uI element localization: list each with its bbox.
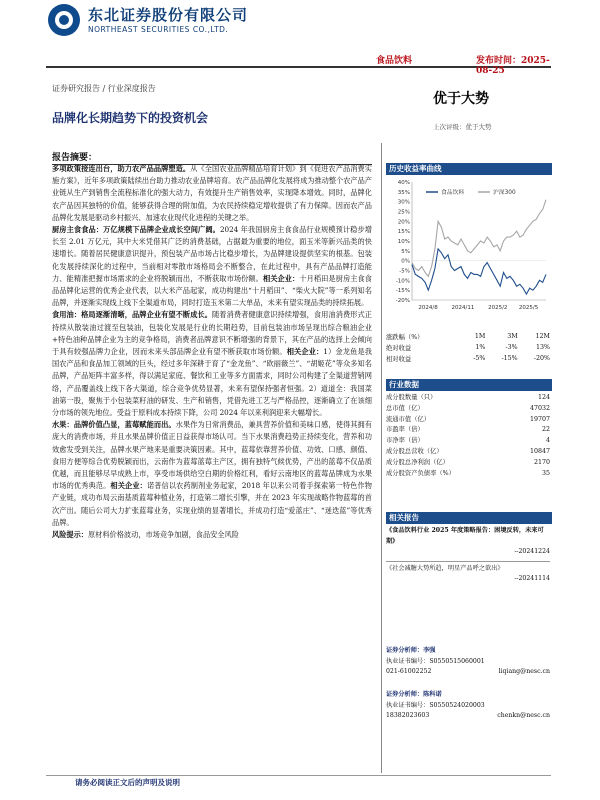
summary-text: 十月稻田是厨房主食食品品牌化运营的优秀企业代表，以大米产品起家，成功构建出“十月稻田”、“柴火大院”等一系列知名品牌，并逐渐实现线上线下全渠道布局，同时打造玉米第二大单品，未来有望实现品类的持续拓展。 xyxy=(52,273,372,308)
analyst-card xyxy=(386,690,550,722)
performance-cell: 1% xyxy=(475,344,486,351)
metric-row xyxy=(386,425,550,436)
metric-value: 19707 xyxy=(529,415,550,423)
metric-value: 4 xyxy=(545,437,550,445)
summary-lead: 水果：品牌价值凸显，蓝莓赋能而出。 xyxy=(52,420,176,430)
company-logo xyxy=(48,4,318,38)
metric-row xyxy=(386,447,550,458)
breadcrumb: 证券研究报告 / 行业深度报告 xyxy=(52,84,156,93)
industry-label: 食品饮料 xyxy=(376,56,413,66)
summary-lead: 相关企业： xyxy=(286,347,324,357)
y-tick-label: 30% xyxy=(397,199,410,206)
summary-body xyxy=(52,163,372,541)
analyst-name: 陈科诺 xyxy=(423,691,442,698)
metric-value: 47032 xyxy=(529,404,550,412)
summary-paragraph xyxy=(52,309,372,419)
summary-paragraph xyxy=(52,163,372,224)
y-tick-label: 0% xyxy=(401,258,410,265)
metric-label: 市盈率（倍） xyxy=(386,426,424,434)
series-line xyxy=(412,249,546,294)
performance-table xyxy=(386,331,550,364)
performance-cell: -5% xyxy=(473,355,486,362)
x-tick-label: 2025/2 xyxy=(488,305,508,311)
analyst-name: 李强 xyxy=(423,647,436,654)
metric-row xyxy=(386,404,550,415)
analyst-phone: 021-61002252 xyxy=(386,668,432,675)
license-label: 执业证书编号： xyxy=(386,701,430,709)
related-report-date: --20241114 xyxy=(514,575,550,582)
y-tick-label: -20% xyxy=(395,298,410,304)
report-title: 品牌化长期趋势下的投资机会 xyxy=(52,111,209,125)
x-tick-label: 2025/5 xyxy=(518,305,539,311)
summary-text: 2024 年我国厨房主食食品行业规模预计稳步增长至 2.01 万亿元，其中大米凭借其广泛的消费基础，占据最为重要的地位，面玉米等新兴品类的快速增长。随着居民健康意识提升，预包装产品市场占比稳步增长，为品牌建设提供坚实的根基。包装化发展持续深化的过程中，当前相对零散市场格局会不断整合，在此过程中，具有产品品牌打造能力、能精准把握市场需求的企业将脱颖而出，不断获取市场份额。 xyxy=(52,225,372,283)
risk-lead: 风险提示： xyxy=(52,530,88,540)
y-tick-label: 15% xyxy=(397,229,410,236)
performance-cell: 绝对收益 xyxy=(386,345,412,352)
analyst-contact xyxy=(386,667,550,678)
summary-paragraph xyxy=(52,529,372,541)
metric-row xyxy=(386,436,550,447)
metric-row xyxy=(386,458,550,469)
performance-cell: -15% xyxy=(501,355,518,362)
performance-row xyxy=(386,353,550,364)
analyst-email[interactable]: chenkn@nesc.cn xyxy=(497,712,550,719)
analyst-card xyxy=(386,646,550,678)
metric-value: 2170 xyxy=(533,458,550,466)
y-tick-label: 35% xyxy=(397,189,410,196)
metric-label: 成分股资产负债率（%） xyxy=(386,469,455,477)
rating: 优于大势 xyxy=(433,91,489,107)
performance-cell: -3% xyxy=(505,344,518,351)
summary-paragraph xyxy=(52,224,372,309)
analyst-heading xyxy=(386,690,550,701)
license-label: 执业证书编号： xyxy=(386,657,430,665)
analyst-license xyxy=(386,657,550,668)
industry-panel-heading: 行业数据 xyxy=(386,379,552,391)
metric-row xyxy=(386,415,550,426)
metric-value: 124 xyxy=(537,394,550,401)
summary-lead: 相关企业： xyxy=(262,273,300,283)
performance-cell: 相对收益 xyxy=(386,356,412,363)
related-report-title[interactable]: 《社会减糖大势所趋，明星产品呼之欲出》 xyxy=(386,561,550,575)
x-tick-label: 2024/11 xyxy=(451,305,475,311)
column-divider xyxy=(381,143,382,773)
performance-cell: 13% xyxy=(536,344,550,351)
performance-header: 涨跌幅（%） xyxy=(386,334,424,341)
header-bar xyxy=(46,52,551,76)
license-number: S0550515060001 xyxy=(429,657,485,665)
performance-header: 12M xyxy=(535,333,550,340)
industry-metrics xyxy=(386,393,550,479)
company-name-en: NORTHEAST SECURITIES CO.,LTD. xyxy=(88,25,229,34)
y-tick-label: -10% xyxy=(395,278,410,285)
metric-label: 市净率（倍） xyxy=(386,437,424,445)
return-chart xyxy=(386,176,552,322)
performance-cell: -20% xyxy=(533,355,550,362)
risk-text: 原材料价格波动，市场竞争加剧，食品安全风险 xyxy=(87,530,239,540)
analyst-contact xyxy=(386,711,550,722)
metric-value: 35 xyxy=(541,469,550,477)
summary-lead: 相关企业： xyxy=(110,481,147,491)
chart-panel-heading: 历史收益率曲线 xyxy=(386,163,552,175)
previous-rating: 上次评级：优于大势 xyxy=(433,123,492,131)
metric-label: 成分股数量（只） xyxy=(386,394,437,401)
summary-text: 水果作为日常消费品，兼具营养价值和美味口感，使得其拥有庞大的消费市场，并且水果品牌价值正日益获得市场认可。当下水果消费趋势正持续变化，营养和功效愈发受到关注，品牌水果产地来是重要决策因素。其中，蓝莓依靠营养价值、功效、口感、颜值、食用方便等综合优势脱颖而出，云南作为蓝莓蓝莓主产区，拥有独特气候优势，产出的蓝莓不仅品质优越，而且能够尽早成熟上市，享受市场供给空白期的价格红利，看好云南地区的蓝莓品牌成为水果市场的优秀典范。 xyxy=(52,420,372,491)
related-reports xyxy=(386,526,550,585)
y-tick-label: 5% xyxy=(401,248,410,255)
legend-label: 食品饮料 xyxy=(441,190,465,196)
analyst-role: 证券分析师： xyxy=(386,691,424,698)
metric-row xyxy=(386,393,550,404)
footer-disclaimer: 请务必阅读正文后的声明及说明 xyxy=(75,778,180,787)
metric-value: 10847 xyxy=(529,447,550,455)
related-report-title[interactable]: 《食品饮料行业 2025 年度策略报告：困境反转，未来可期》 xyxy=(386,527,544,545)
analyst-role: 证券分析师： xyxy=(386,647,424,654)
y-tick-label: 10% xyxy=(397,239,410,245)
related-report-date: --20241224 xyxy=(514,548,550,555)
performance-row xyxy=(386,342,550,353)
metric-label: 流通市值（亿） xyxy=(386,415,431,423)
y-tick-label: 25% xyxy=(397,209,410,216)
metric-row xyxy=(386,469,550,480)
summary-lead: 厨房主食食品：万亿规模下品牌企业成长空间广阔。 xyxy=(52,225,220,235)
related-panel-heading: 相关报告 xyxy=(386,512,552,524)
summary-text: 随着消费者健康意识持续增强，食用油消费形式正持续从散装油过渡至包装油，包装化发展是行业的长期趋势，目前包装油市场呈现出综合粮油企业+特色油种品牌企业为主的竞争格局，消费者品牌意识不断增强的背景下，其在产品的选择上会倾向于具有较强品牌力企业，因而未来头部品牌企业有望不断获取市场份额。 xyxy=(52,310,372,357)
y-tick-label: 20% xyxy=(397,219,410,226)
analyst-heading xyxy=(386,646,550,657)
logo-emblem-icon xyxy=(48,4,80,36)
analyst-license xyxy=(386,701,550,712)
summary-text: 从《全国农业品牌精品培育计划》到《促进农产品消费实施方案》，近年多项政策陆续出台助力推动农业品牌培育。农产品品牌化发展将成为推动整个农产品产业链从生产到销售全流程标准化的强大动力，有效提升生产销售效率，实现降本增效。同时，品牌化农产品因其独特的价值，能够获得合理的附加值，为农民持续稳定增收提供了有力保障。因而农产品品牌化发展是驱动乡村振兴、加速农业现代化进程的关键之举。 xyxy=(52,164,372,222)
x-tick-label: 2024/8 xyxy=(418,305,438,311)
summary-text: 1）金龙鱼是我国农产品和食品加工领域的巨头，经过多年深耕于育了“金龙鱼”、“欧丽薇兰”、“胡姬花”等众多知名品牌，产品矩阵丰富多样，得以满足家庭、餐饮和工业等多方面需求，同时公司构建了全渠道营销网络，产品覆盖线上线下各大渠道，综合竞争优势显著，未来有望保持强者恒强。2）道道全：我国菜油第一股，聚焦于小包装菜籽油的研发、生产和销售，凭借先进工艺与严格品控，逐渐确立了在该细分市场的领先地位。受益于原料成本持续下降，公司 2024 年以来利润迎来大幅增长。 xyxy=(52,347,372,418)
analyst-phone: 18382023603 xyxy=(386,712,430,719)
metric-value: 22 xyxy=(541,426,550,434)
company-name-cn: 东北证券股份有限公司 xyxy=(88,6,249,24)
legend-label: 沪深300 xyxy=(493,190,516,196)
footer-divider xyxy=(46,775,551,776)
metric-label: 总市值（亿） xyxy=(386,404,424,412)
publish-date: 发布时间：2025-08-25 xyxy=(476,56,550,76)
return-chart-svg xyxy=(386,176,552,322)
metric-label: 成分股总营收（亿） xyxy=(386,447,443,455)
y-tick-label: -5% xyxy=(399,268,410,275)
performance-header: 3M xyxy=(507,333,518,340)
y-tick-label: -15% xyxy=(395,288,410,295)
analyst-email[interactable]: liqiang@nesc.cn xyxy=(498,668,550,675)
summary-paragraph xyxy=(52,419,372,529)
metric-label: 成分股总净利润（亿） xyxy=(386,458,449,466)
y-tick-label: 40% xyxy=(397,180,410,186)
summary-text: 诺普信以农药制剂业务起家，2018 年以来公司着手探索第一特色作物产业链，成功布局云南基质蓝莓种植业务，打造第二增长引擎，并在 2023 年实现战略作物蓝莓的首次产出。随后公司大力扩张蓝莓业务，实现业绩的显著增长，并成功打造“爱蓝庄”、“迷迭蓝”等优秀品牌。 xyxy=(52,481,372,527)
performance-header: 1M xyxy=(474,333,486,340)
license-number: S0550524020003 xyxy=(429,701,485,709)
performance-header-row xyxy=(386,331,550,342)
series-line xyxy=(412,200,546,277)
summary-heading: 报告摘要： xyxy=(52,150,372,165)
summary-lead: 多项政策接连出台，助力农产品品牌塑造。 xyxy=(52,164,191,173)
summary-lead: 食用油：格局逐渐清晰，品牌企业有望不断成长。 xyxy=(52,310,213,320)
